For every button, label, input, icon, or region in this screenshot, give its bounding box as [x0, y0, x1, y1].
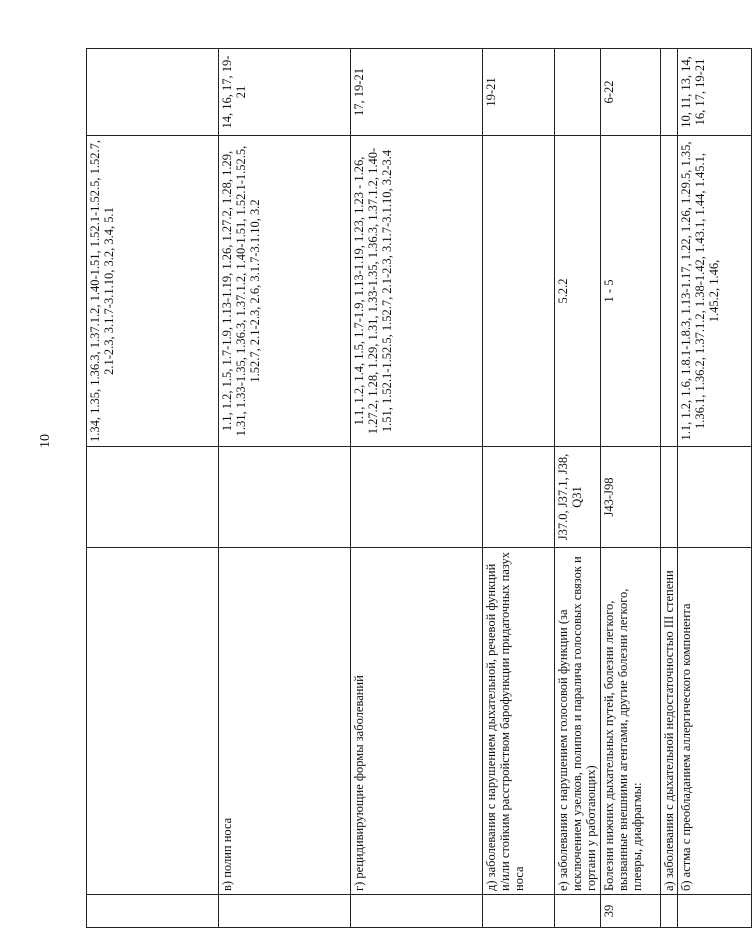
work-types-cell: 19-21: [483, 49, 555, 136]
table-row: [351, 49, 483, 928]
row-number-cell: [661, 895, 678, 928]
row-number-cell: [219, 895, 351, 928]
table-row: [219, 49, 351, 928]
harmful-factor-points-cell: 1.1, 1.2, 1.5, 1.7-1.9, 1.13-1.19, 1.26, 1.27.2, 1.28, 1.29, 1.31, 1.33-1.35, 1.36.3, 1.37.1.2, 1.40-1.51, 1.52.1-1.52.5, 1.52.7, 2.1-2.3, 2.6, 3.1.7-3.1.10, 3.2: [219, 136, 351, 447]
disease-name-cell: б) астма с преобладанием аллергического компонента: [678, 548, 752, 895]
harmful-factor-points-cell: 1.34, 1.35, 1.36.3, 1.37.1.2, 1.40-1.51, 1.52.1-1.52.5, 1.52.7, 2.1-2.3, 3.1.7-3.1.10, 3.2, 3.4, 5.1: [87, 136, 219, 447]
icd-code-cell: [219, 447, 351, 548]
disease-name-cell: в) полип носа: [219, 548, 351, 895]
table-row: [601, 49, 661, 928]
icd-code-cell: [87, 447, 219, 548]
table-row: [483, 49, 555, 928]
row-number-cell: [678, 895, 752, 928]
icd-code-cell: J43-J98: [601, 447, 661, 548]
harmful-factor-points-cell: 1.1, 1.2, 1.6, 1.8.1-1.8.3, 1.13-1.17, 1.22, 1.26, 1.29.5, 1.35, 1.36.1, 1.36.2, 1.37.1.2, 1.38-1.42, 1.43.1, 1.44, 1.45.1, 1.45.2, 1.46,: [678, 136, 752, 447]
harmful-factor-points-cell: [661, 136, 678, 447]
work-types-cell: [555, 49, 601, 136]
page-number: 10: [38, 434, 53, 448]
row-number-cell: [555, 895, 601, 928]
icd-code-cell: [661, 447, 678, 548]
contraindications-table: [86, 48, 752, 928]
table-row: [678, 49, 752, 928]
table-row: [87, 49, 219, 928]
table-row: [661, 49, 678, 928]
disease-name-cell: д) заболевания с нарушением дыхательной, речевой функций и/или стойким расстройством барофункции придаточных пазух носа: [483, 548, 555, 895]
contraindications-table-sheet: [86, 48, 721, 928]
disease-name-cell: [87, 548, 219, 895]
row-number-cell: [483, 895, 555, 928]
harmful-factor-points-cell: [483, 136, 555, 447]
row-number-cell: 39: [601, 895, 661, 928]
harmful-factor-points-cell: 5.2.2: [555, 136, 601, 447]
disease-name-cell: а) заболевания с дыхательной недостаточностью III степени: [661, 548, 678, 895]
work-types-cell: [661, 49, 678, 136]
icd-code-cell: [678, 447, 752, 548]
work-types-cell: 10, 11, 13, 14, 16, 17, 19-21: [678, 49, 752, 136]
work-types-cell: 17, 19-21: [351, 49, 483, 136]
icd-code-cell: J37.0, J37.1, J38, Q31: [555, 447, 601, 548]
harmful-factor-points-cell: 1.1, 1.2, 1.4, 1.5, 1.7-1.9, 1.13-1.19, 1.23, 1.23 - 1.26, 1.27.2, 1.28, 1.29, 1.31, 1.33-1.35, 1.36.3, 1.37.1.2, 1.40-1.51, 1.52.1-1.52.5, 1.52.7, 2.1-2.3, 3.1.7-3.1.10, 3.2-3.4: [351, 136, 483, 447]
table-row: [555, 49, 601, 928]
row-number-cell: [87, 895, 219, 928]
row-number-cell: [351, 895, 483, 928]
work-types-cell: 6-22: [601, 49, 661, 136]
icd-code-cell: [351, 447, 483, 548]
disease-name-cell: е) заболевания с нарушением голосовой функции (за исключением узелков, полипов и паралича голосовых связок и гортани у работающих): [555, 548, 601, 895]
work-types-cell: 14, 16, 17, 19-21: [219, 49, 351, 136]
disease-name-cell: Болезни нижних дыхательных путей, болезни легкого, вызванные внешними агентами, другие болезни легкого, плевры, диафрагмы:: [601, 548, 661, 895]
disease-name-cell: г) рецидивирующие формы заболеваний: [351, 548, 483, 895]
harmful-factor-points-cell: 1 - 5: [601, 136, 661, 447]
icd-code-cell: [483, 447, 555, 548]
work-types-cell: [87, 49, 219, 136]
